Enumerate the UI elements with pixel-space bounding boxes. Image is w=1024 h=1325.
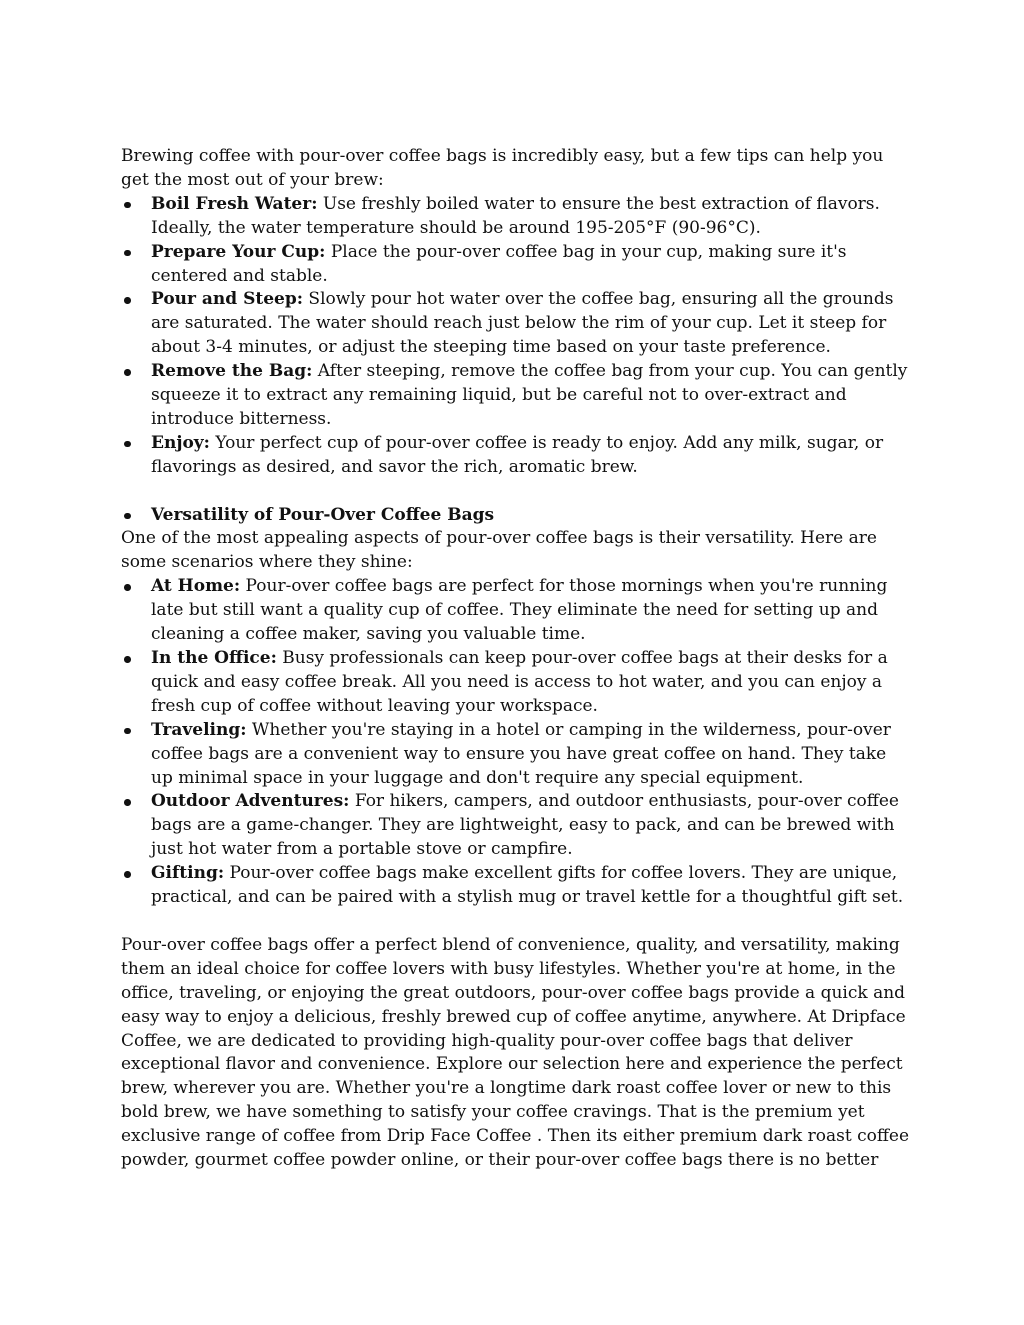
item-text: For hikers, campers, and outdoor enthusiasts, pour-over coffee bags are a game-changer. They are lightweight, easy to pack, and can be brewed with just hot water from a portable stove or campfire. bbox=[151, 791, 899, 860]
tip-label: Prepare Your Cup: bbox=[151, 241, 326, 262]
item-text: Pour-over coffee bags make excellent gifts for coffee lovers. They are unique, practical, and can be paired with a stylish mug or travel kettle for a thoughtful gift set. bbox=[151, 863, 904, 908]
list-item bbox=[121, 647, 911, 719]
tip-label: Remove the Bag: bbox=[151, 361, 313, 382]
spacer bbox=[121, 480, 911, 504]
item-text: Pour-over coffee bags are perfect for those mornings when you're running late but still want a quality cup of coffee. They eliminate the need for setting up and cleaning a coffee maker, saving you valuable time. bbox=[151, 576, 888, 645]
conclusion-paragraph: Pour-over coffee bags offer a perfect blend of convenience, quality, and versatility, making them an ideal choice for coffee lovers with busy lifestyles. Whether you're at home, in the office, traveling, or enjoying the great outdoors, pour-over coffee bags provide a quick and easy way to enjoy a delicious, freshly brewed cup of coffee anytime, anywhere. At Dripface Coffee, we are dedicated to providing high-quality pour-over coffee bags that deliver exceptional flavor and convenience. Explore our selection here and experience the perfect brew, wherever you are. Whether you're a longtime dark roast coffee lover or new to this bold brew, we have something to satisfy your coffee cravings. That is the premium yet exclusive range of coffee from Drip Face Coffee . Then its either premium dark roast coffee powder, gourmet coffee powder online, or their pour-over coffee bags there is no better bbox=[121, 934, 910, 1171]
spacer bbox=[121, 910, 911, 934]
list-item bbox=[121, 432, 911, 480]
list-item bbox=[121, 193, 911, 241]
versatility-heading-list bbox=[121, 504, 911, 528]
item-label: In the Office: bbox=[151, 648, 277, 669]
tip-label: Boil Fresh Water: bbox=[151, 193, 318, 214]
tip-text: Your perfect cup of pour-over coffee is ready to enjoy. Add any milk, sugar, or flavorings as desired, and savor the rich, aromatic brew. bbox=[151, 432, 884, 477]
tip-text: Use freshly boiled water to ensure the best extraction of flavors. Ideally, the water temperature should be around 195-205°F (90-96°C). bbox=[151, 193, 880, 238]
item-label: Outdoor Adventures: bbox=[151, 791, 350, 812]
list-item bbox=[121, 360, 911, 432]
versatility-intro: One of the most appealing aspects of pour-over coffee bags is their versatility. Here are some scenarios where they shine: bbox=[121, 528, 877, 573]
tip-text: Slowly pour hot water over the coffee bag, ensuring all the grounds are saturated. The water should reach just below the rim of your cup. Let it steep for about 3-4 minutes, or adjust the steeping time based on your taste preference. bbox=[151, 289, 894, 358]
list-item bbox=[121, 719, 911, 791]
list-item bbox=[121, 575, 911, 647]
tip-label: Enjoy: bbox=[151, 432, 210, 453]
brewing-tips-list bbox=[121, 193, 911, 480]
item-label: Traveling: bbox=[151, 719, 247, 740]
list-item bbox=[121, 862, 911, 910]
versatility-heading: Versatility of Pour-Over Coffee Bags bbox=[151, 504, 495, 525]
list-item bbox=[121, 288, 911, 360]
item-text: Whether you're staying in a hotel or camping in the wilderness, pour-over coffee bags are a convenient way to ensure you have great coffee on hand. They take up minimal space in your luggage and don't require any special equipment. bbox=[151, 719, 891, 788]
item-label: At Home: bbox=[151, 576, 241, 597]
document-page bbox=[121, 145, 911, 1173]
tip-text: After steeping, remove the coffee bag from your cup. You can gently squeeze it to extract any remaining liquid, but be careful not to over-extract and introduce bitterness. bbox=[151, 361, 908, 429]
tip-text: Place the pour-over coffee bag in your cup, making sure it's centered and stable. bbox=[151, 241, 847, 286]
section-heading bbox=[121, 504, 911, 528]
tip-label: Pour and Steep: bbox=[151, 289, 304, 310]
list-item bbox=[121, 241, 911, 289]
versatility-list bbox=[121, 575, 911, 910]
item-label: Gifting: bbox=[151, 863, 225, 884]
item-text: Busy professionals can keep pour-over coffee bags at their desks for a quick and easy coffee break. All you need is access to hot water, and you can enjoy a fresh cup of coffee without leaving your workspace. bbox=[151, 648, 888, 716]
brewing-intro: Brewing coffee with pour-over coffee bags is incredibly easy, but a few tips can help you get the most out of your brew: bbox=[121, 146, 884, 190]
list-item bbox=[121, 790, 911, 862]
